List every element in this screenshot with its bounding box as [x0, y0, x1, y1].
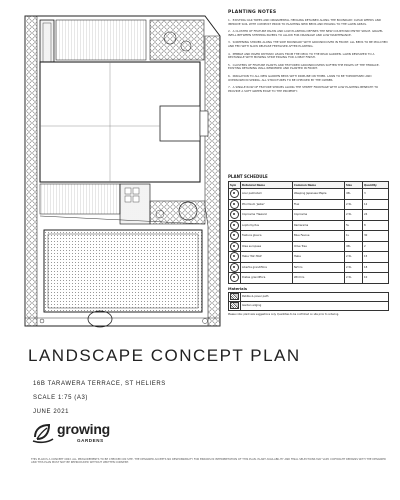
note-item: 6. IRRIGATION TO ALL NEW GARDEN BEDS WITH DRIPLINE ON TIMER. LAWN TO BE TOPDRESSED AND OVERSOWN IN SPRING. ALL STRUCTURES TO BE CHECKED BY THE OWNER.	[228, 73, 372, 82]
plant-symbol-icon	[230, 252, 239, 261]
plan-title: LANDSCAPE CONCEPT PLAN	[28, 346, 301, 365]
table-row: Lophomyrtus Ramarama 5L 8	[229, 220, 389, 231]
note-item: 5. CLUSTERS OF FEATURE PLANTS AND TEXTURED GROUNDCOVERS SOFTEN THE EDGES OF THE TERRACE. EXISTING RETAINING WALL RENDERED AND PLANTED IN FRONT.	[228, 62, 380, 71]
material-swatch-icon	[230, 293, 239, 300]
table-row: Coprosma 'Hawera' Coprosma 2.5L 24	[229, 210, 389, 221]
column-header: Sym	[229, 182, 241, 189]
planting-notes	[228, 10, 388, 97]
left-planting-strip	[25, 16, 37, 326]
table-row: Phormium 'Jester' Flax 2.5L 12	[229, 199, 389, 210]
leaf-icon	[31, 421, 55, 445]
table-row: Dietes grandiflora Wild Iris 2.5L 10	[229, 273, 389, 284]
notes-heading: PLANTING NOTES	[228, 10, 277, 15]
plant-schedule-table	[228, 181, 389, 284]
plant-symbol-icon	[230, 242, 239, 251]
plant-symbol-icon	[230, 273, 239, 282]
company-logo	[31, 421, 141, 451]
plant-schedule	[228, 174, 388, 316]
plant-symbol-icon	[230, 210, 239, 219]
column-header: Quantity	[363, 182, 389, 189]
plan-date: JUNE 2021	[33, 409, 70, 415]
schedule-title: PLANT SCHEDULE	[228, 174, 268, 179]
site-address: 16B TARAWERA TERRACE, ST HELIERS	[33, 381, 166, 387]
site-plan-drawing	[20, 6, 225, 336]
table-row: Festuca glauca Blue Fescue 1L 30	[229, 231, 389, 242]
table-row: Hebe 'Wiri Mist' Hebe 2.5L 15	[229, 252, 389, 263]
feature-tree-circle	[88, 311, 112, 327]
plant-symbol-icon	[230, 200, 239, 209]
disclaimer-text: THIS PLAN IS A CONCEPT ONLY. ALL MEASUREMENTS TO BE CHECKED ON SITE. THE DESIGNER ACCEPTS NO RESPONSIBILITY FOR ERRORS IN INTERPRETATION OF THIS PLAN. PLANT AVAILABILITY AND FINAL SELECTIONS MAY VARY. COPYRIGHT REMAINS WITH THE DESIGNER AND THIS PLAN MUST NOT BE REPRODUCED WITHOUT WRITTEN CONSENT.	[31, 458, 386, 465]
courtyard-deck	[40, 184, 120, 214]
materials-table	[228, 292, 389, 311]
note-item: 1. EXISTING OAK TREES AND ORNAMENTAL HEDGING RETAINED ALONG THE BOUNDARY. CLEAR WEEDS AND IMPROVE SOIL WITH COMPOST PRIOR TO PLANTING NEW BEDS AND EDGING TO THE LAWN AREAS.	[228, 18, 382, 26]
plant-symbol-icon	[230, 189, 239, 198]
note-item: 4. PEBBLE AND PAVER PATHWAY LEADS FROM THE DECK TO THE REAR GARDEN. LAWN RESHAPED TO A RECTANGLE WITH MOWING STRIP EDGING FOR A NEAT FINISH.	[228, 51, 375, 60]
table-row: Libertia grandiflora NZ Iris 2.5L 18	[229, 262, 389, 273]
lawn-area	[44, 230, 202, 312]
material-swatch-icon	[230, 302, 239, 309]
table-row: Pebble & paver path	[229, 292, 389, 301]
plan-scale: SCALE 1:75 (A3)	[33, 395, 89, 401]
plant-symbol-icon	[230, 263, 239, 272]
note-item: 3. SCREENING SHRUBS ALONG THE SIDE BOUNDARY WITH GROUNDCOVER IN FRONT. ALL BEDS TO BE MULCHED AND FED WITH SLOW RELEASE FERTILISER AFTER PLANTING.	[228, 40, 388, 48]
materials-title: Materials	[228, 286, 247, 291]
column-header: Size	[345, 182, 363, 189]
table-row: Olea europaea Olive Tree 45L 2	[229, 241, 389, 252]
table-row: Acer palmatum Weeping Japanese Maple 45L 3	[229, 189, 389, 200]
plant-symbol-icon	[230, 231, 239, 240]
table-row: Garden edging	[229, 301, 389, 310]
top-deck	[56, 20, 146, 60]
note-item: 2. A CLUSTER OF FEATURE PALMS AND LOW PLANTING DEFINES THE NEW COURTYARD ENTRY SPACE. GRAVEL INFILL BETWEEN STEPPING PAVERS TO ALLOW FOR DRAINAGE AND LOW MAINTENANCE.	[228, 29, 383, 37]
right-planting-strip	[205, 36, 220, 326]
plant-symbol-icon	[230, 221, 239, 230]
note-item: 7. A SINGLE ROW OF FEATURE SHRUBS ALONG THE STREET FRONTAGE WITH LOW PLANTING BENEATH TO PROVIDE A SOFT GREEN EDGE TO THE PROPERTY.	[228, 85, 379, 93]
column-header: Common Name	[293, 182, 345, 189]
table-header-row	[229, 182, 389, 189]
column-header: Botanical Name	[241, 182, 293, 189]
logo-subtitle: GARDENS	[77, 438, 104, 443]
logo-wordmark: growing	[57, 421, 111, 437]
schedule-note: Please note: plant size suggestions only. Quantities to be confirmed on site prior to ordering.	[228, 312, 340, 316]
top-right-garden	[150, 20, 204, 60]
